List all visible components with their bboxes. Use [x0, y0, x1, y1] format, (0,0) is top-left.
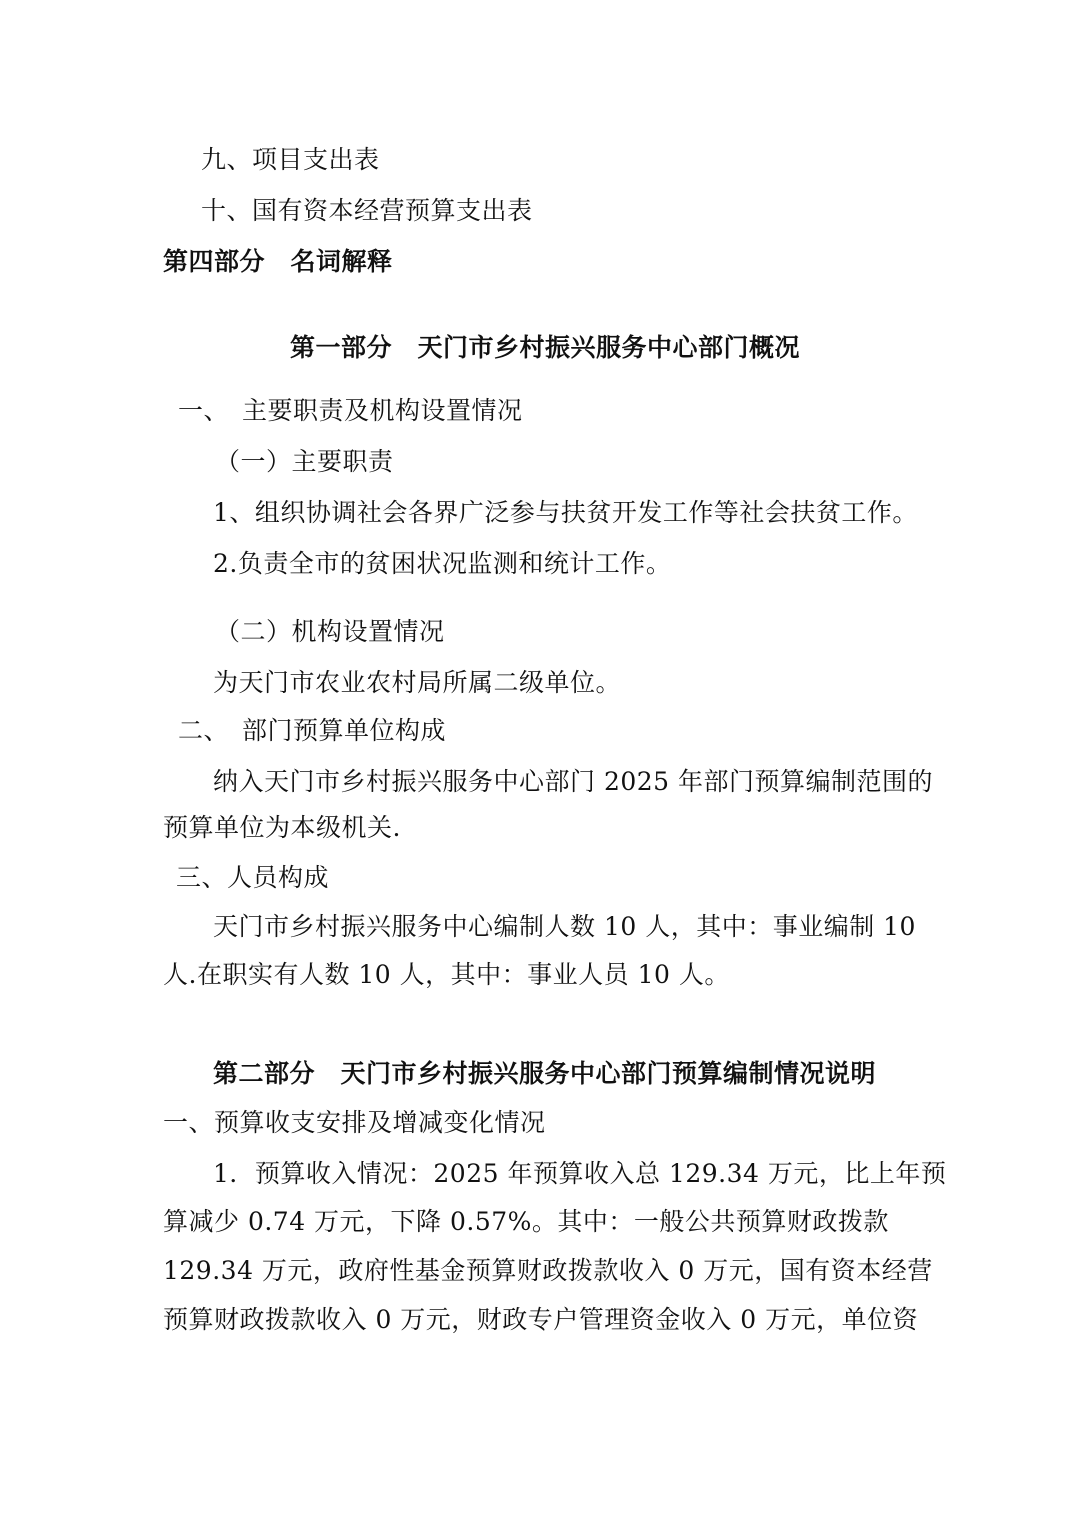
section1-sub2: （二）机构设置情况 — [215, 617, 445, 646]
toc-item-9: 九、项目支出表 — [201, 145, 380, 174]
org-text: 为天门市农业农村局所属二级单位。 — [213, 668, 622, 697]
part1-heading: 第一部分 天门市乡村振兴服务中心部门概况 — [290, 333, 801, 362]
budget-paragraph-line2: 算减少 0.74 万元，下降 0.57%。其中：一般公共预算财政拨款 — [163, 1207, 889, 1236]
section2-paragraph-line2: 预算单位为本级机关. — [163, 813, 401, 842]
section1-sub1: （一）主要职责 — [215, 447, 394, 476]
toc-item-10: 十、国有资本经营预算支出表 — [201, 196, 533, 225]
budget-paragraph-line1: 1．预算收入情况：2025 年预算收入总 129.34 万元，比上年预 — [213, 1159, 947, 1188]
budget-paragraph-line3: 129.34 万元，政府性基金预算财政拨款收入 0 万元，国有资本经营 — [163, 1256, 933, 1285]
section3-paragraph-line2: 人.在职实有人数 10 人，其中：事业人员 10 人。 — [163, 960, 730, 989]
part4-heading: 第四部分 名词解释 — [163, 247, 393, 276]
section3-paragraph-line1: 天门市乡村振兴服务中心编制人数 10 人，其中：事业编制 10 — [213, 912, 916, 941]
duty-item-1: 1、组织协调社会各界广泛参与扶贫开发工作等社会扶贫工作。 — [213, 498, 918, 527]
section1-heading: 一、 主要职责及机构设置情况 — [178, 396, 523, 425]
part2-section1-heading: 一、预算收支安排及增减变化情况 — [163, 1108, 546, 1137]
part2-heading: 第二部分 天门市乡村振兴服务中心部门预算编制情况说明 — [213, 1059, 877, 1088]
section3-heading: 三、人员构成 — [176, 863, 330, 892]
section2-paragraph-line1: 纳入天门市乡村振兴服务中心部门 2025 年部门预算编制范围的 — [213, 767, 934, 796]
duty-item-2: 2.负责全市的贫困状况监测和统计工作。 — [213, 549, 672, 578]
budget-paragraph-line4: 预算财政拨款收入 0 万元，财政专户管理资金收入 0 万元，单位资 — [163, 1305, 919, 1334]
section2-heading: 二、 部门预算单位构成 — [178, 716, 447, 745]
